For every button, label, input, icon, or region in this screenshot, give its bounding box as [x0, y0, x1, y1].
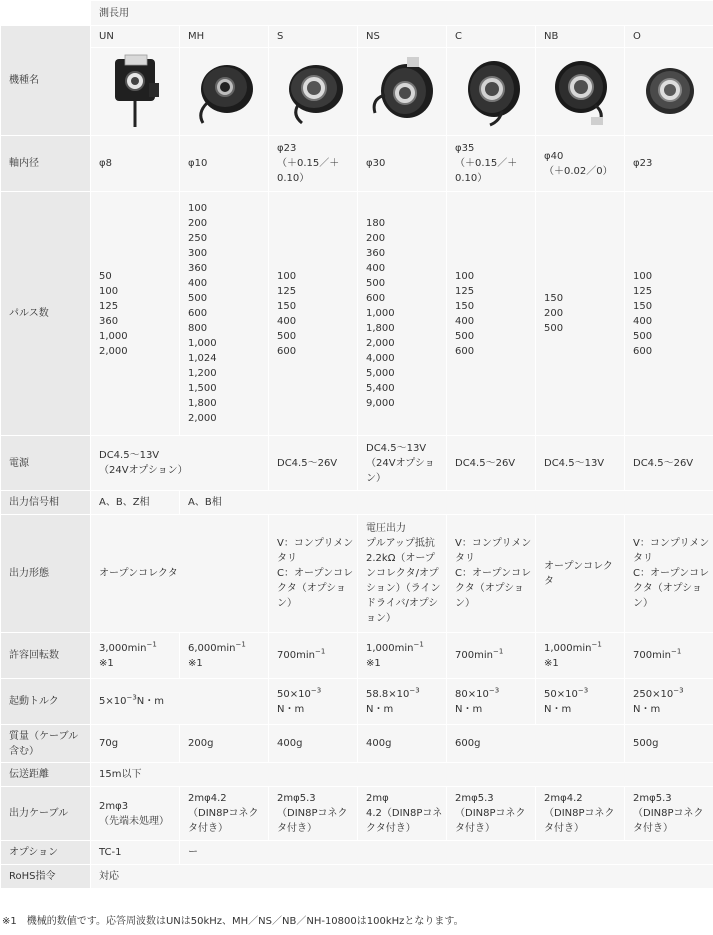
power-c: DC4.5～26V [447, 436, 536, 491]
cable-s: 2mφ5.3 （DIN8Pコネクタ付き） [269, 787, 358, 841]
torque-nb: $50\times 10^{-3}$ N・m [536, 679, 625, 725]
shaft-nb: φ40 （＋0.02／0） [536, 136, 625, 192]
row-label-cable: 出力ケーブル [1, 787, 91, 841]
cable-un: 2mφ3 （先端未処理） [91, 787, 180, 841]
pulses-o: 100 125 150 400 500 600 [625, 192, 713, 436]
option-un: TC-1 [91, 841, 180, 865]
row-label-distance: 伝送距離 [1, 763, 91, 787]
product-image-c [447, 48, 536, 136]
mh-encoder-icon [189, 57, 259, 127]
speed-c: $700\min^{-1}$ [447, 633, 536, 679]
model-name-o: O [625, 26, 713, 48]
c-encoder-icon [456, 55, 526, 129]
output-ns: 電圧出力 プルアップ抵抗2.2kΩ（オープンコレクタ/オプション）（ラインドライバ/オプション） [358, 515, 447, 633]
row-label-phase: 出力信号相 [1, 491, 91, 515]
row-label-pulses: パルス数 [1, 192, 91, 436]
power-un-mh: DC4.5～13V （24Vオプション） [91, 436, 269, 491]
cable-mh: 2mφ4.2 （DIN8Pコネクタ付き） [180, 787, 269, 841]
mass-s: 400g [269, 725, 358, 763]
output-o: V：コンプリメンタリ C：オープンコレクタ（オプション） [625, 515, 713, 633]
product-image-ns [358, 48, 447, 136]
row-label-mass: 質量（ケーブル含む） [1, 725, 91, 763]
shaft-un: φ8 [91, 136, 180, 192]
mass-c-nb: 600g [447, 725, 625, 763]
output-s: V：コンプリメンタリ C：オープンコレクタ（オプション） [269, 515, 358, 633]
group-header: 測長用 [91, 1, 713, 26]
shaft-mh: φ10 [180, 136, 269, 192]
torque-s: $50\times 10^{-3}$ N・m [269, 679, 358, 725]
rohs-all: 対応 [91, 865, 713, 889]
product-image-un [91, 48, 180, 136]
phase-un: A、B、Z相 [91, 491, 180, 515]
output-c: V：コンプリメンタリ C：オープンコレクタ（オプション） [447, 515, 536, 633]
model-name-ns: NS [358, 26, 447, 48]
torque-un-mh: $5\times 10^{-3}N$・m [91, 679, 269, 725]
row-label-speed: 許容回転数 [1, 633, 91, 679]
speed-nb: $1,000\min^{-1}$ ※1 [536, 633, 625, 679]
nb-encoder-icon [545, 55, 615, 129]
option-rest: ー [180, 841, 713, 865]
cable-c: 2mφ5.3 （DIN8Pコネクタ付き） [447, 787, 536, 841]
product-image-nb [536, 48, 625, 136]
model-name-s: S [269, 26, 358, 48]
row-label-rohs: RoHS指令 [1, 865, 91, 889]
s-encoder-icon [278, 57, 348, 127]
o-encoder-icon [634, 57, 704, 127]
speed-ns: $1,000\min^{-1}$ ※1 [358, 633, 447, 679]
model-name-mh: MH [180, 26, 269, 48]
phase-rest: A、B相 [180, 491, 713, 515]
row-label-shaft: 軸内径 [1, 136, 91, 192]
pulses-nb: 150 200 500 [536, 192, 625, 436]
footnote: ※1 機械的数値です。応答周波数はUNは50kHz、MH／NS／NB／NH-10800は100kHzとなります。 [2, 916, 464, 927]
row-label-torque: 起動トルク [1, 679, 91, 725]
pulses-un: 50 100 125 360 1,000 2,000 [91, 192, 180, 436]
distance-all: 15m以下 [91, 763, 713, 787]
power-s: DC4.5～26V [269, 436, 358, 491]
corner-cell [1, 1, 91, 26]
mass-un: 70g [91, 725, 180, 763]
power-ns: DC4.5～13V （24Vオプション） [358, 436, 447, 491]
model-name-un: UN [91, 26, 180, 48]
torque-ns: $58.8\times 10^{-3}$ N・m [358, 679, 447, 725]
speed-mh: $6,000\min^{-1}$ ※1 [180, 633, 269, 679]
shaft-o: φ23 [625, 136, 713, 192]
un-encoder-icon [105, 53, 165, 131]
speed-un: $3,000\min^{-1}$ ※1 [91, 633, 180, 679]
pulses-s: 100 125 150 400 500 600 [269, 192, 358, 436]
model-name-nb: NB [536, 26, 625, 48]
torque-o: $250\times 10^{-3}$ N・m [625, 679, 713, 725]
speed-o: $700\min^{-1}$ [625, 633, 713, 679]
row-label-output: 出力形態 [1, 515, 91, 633]
power-o: DC4.5～26V [625, 436, 713, 491]
speed-s: $700\min^{-1}$ [269, 633, 358, 679]
product-image-s [269, 48, 358, 136]
mass-mh: 200g [180, 725, 269, 763]
pulses-mh: 100 200 250 300 360 400 500 600 800 1,000 1,024 1,200 1,500 1,800 2,000 [180, 192, 269, 436]
row-label-power: 電源 [1, 436, 91, 491]
torque-c: $80\times 10^{-3}$ N・m [447, 679, 536, 725]
row-label-model: 機種名 [1, 26, 91, 136]
model-name-c: C [447, 26, 536, 48]
mass-ns: 400g [358, 725, 447, 763]
shaft-s: φ23 （＋0.15／＋ 0.10） [269, 136, 358, 192]
ns-encoder-icon [367, 55, 437, 129]
output-un-mh: オープンコレクタ [91, 515, 269, 633]
product-image-mh [180, 48, 269, 136]
row-label-option: オプション [1, 841, 91, 865]
cable-ns: 2mφ 4.2（DIN8Pコネクタ付き） [358, 787, 447, 841]
mass-o: 500g [625, 725, 713, 763]
pulses-ns: 180 200 360 400 500 600 1,000 1,800 2,000 4,000 5,000 5,400 9,000 [358, 192, 447, 436]
shaft-ns: φ30 [358, 136, 447, 192]
product-image-o [625, 48, 713, 136]
shaft-c: φ35 （＋0.15／＋ 0.10） [447, 136, 536, 192]
pulses-c: 100 125 150 400 500 600 [447, 192, 536, 436]
cable-nb: 2mφ4.2 （DIN8Pコネクタ付き） [536, 787, 625, 841]
output-nb: オープンコレクタ [536, 515, 625, 633]
power-nb: DC4.5～13V [536, 436, 625, 491]
cable-o: 2mφ5.3 （DIN8Pコネクタ付き） [625, 787, 713, 841]
